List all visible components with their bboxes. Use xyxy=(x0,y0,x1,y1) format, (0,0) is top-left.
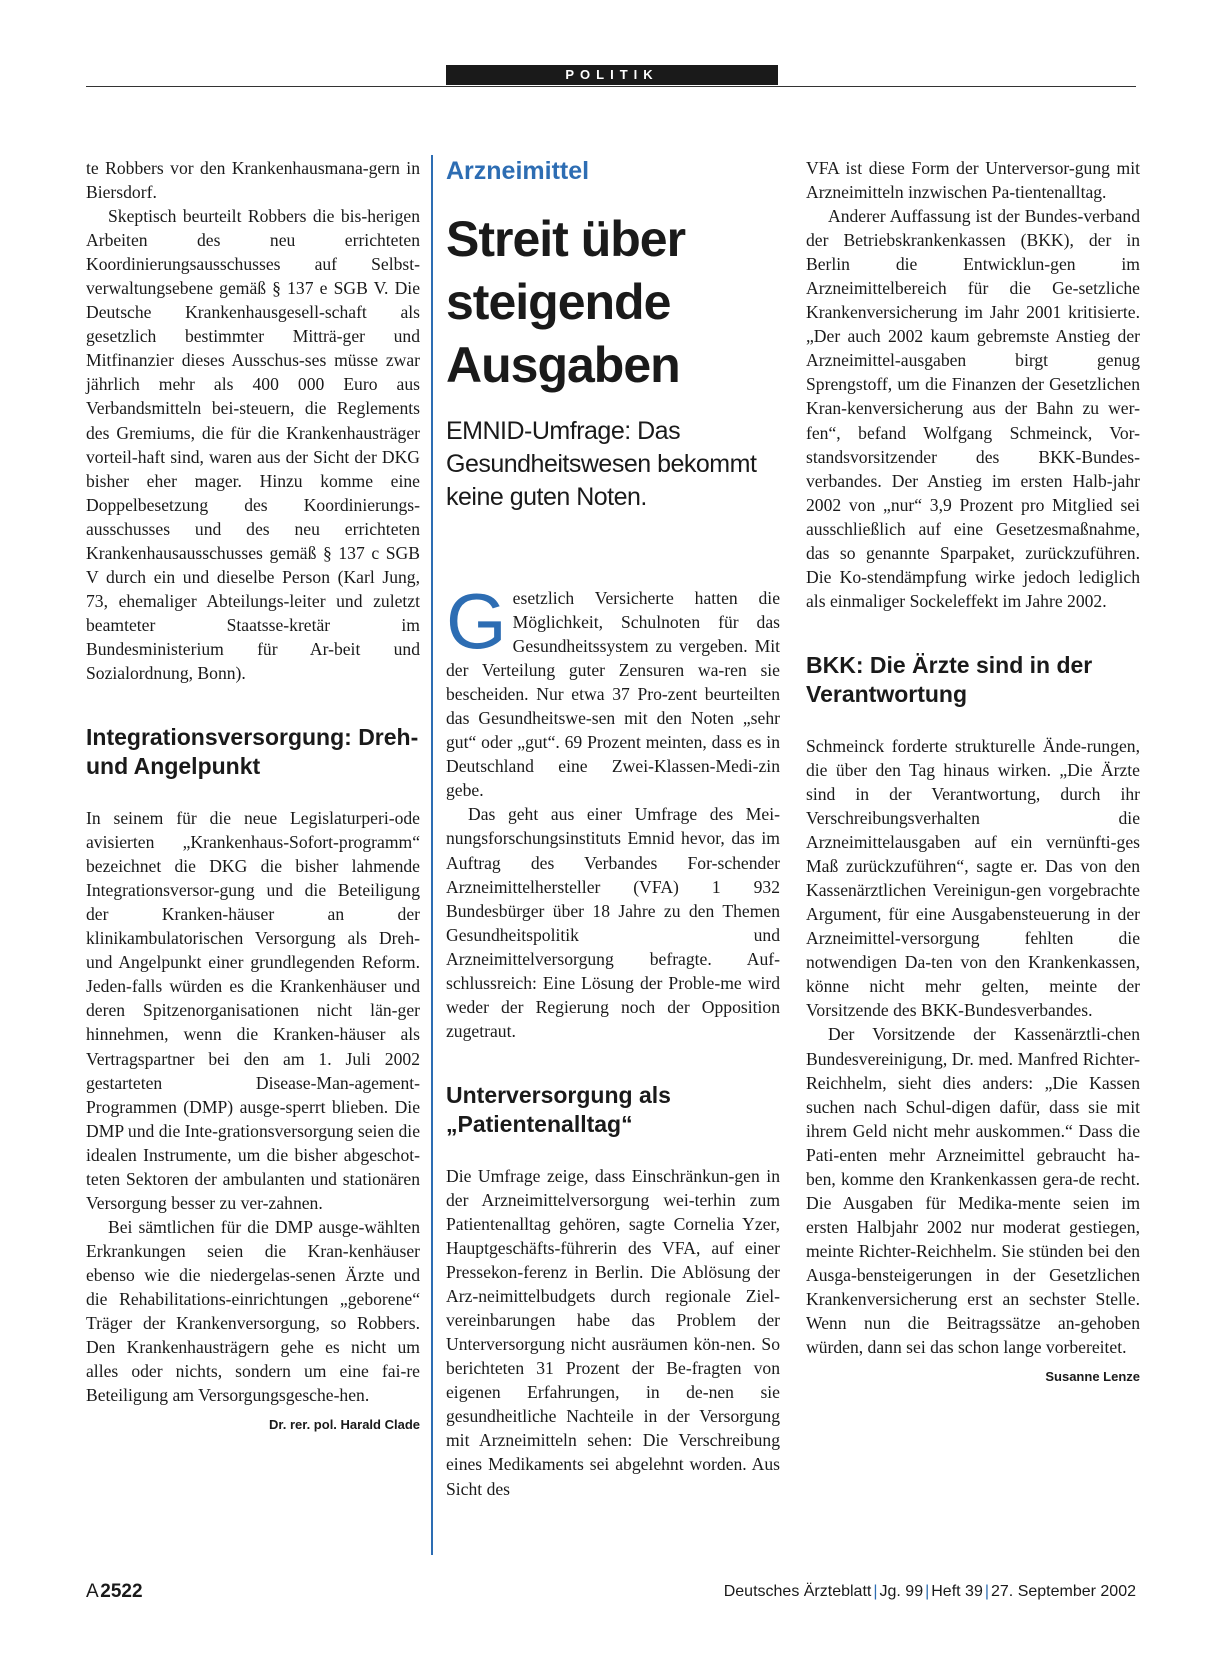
paragraph xyxy=(806,1022,1140,1385)
paragraph: In seinem für die neue Legislaturperi-ode avisierten „Krankenhaus-Sofort-programm“ bezeichnet die DKG die bisher lahmende Integrationsversor-gung und die Beteiligung der Kranken-häuser an der klinikambulatorischen Versorgung als Dreh- und Angelpunkt einer grundlegenden Reform. Jeden-falls würden es die Krankenhäuser und deren Spitzenorganisationen nicht län-ger hinnehmen, wenn die Kranken-häuser als Vertragspartner bei den am 1. Juli 2002 gestarteten Disease-Man-agement-Programmen (DMP) ausge-sperrt blieben. Die DMP und die Inte-grationsversorgung seien die idealen Instrumente, um die bisher abgeschot-teten Sektoren der ambulanten und stationären Versorgung besser zu ver-zahnen. xyxy=(86,808,420,1213)
column-2 xyxy=(446,156,780,1501)
page-prefix: A xyxy=(86,1581,99,1602)
column-divider xyxy=(431,155,433,1555)
paragraph: Skeptisch beurteilt Robbers die bis-herigen Arbeiten des neu errichteten Koordinierungsausschusses auf Selbst-verwaltungsebene gemäß § 137 e SGB V. Die Deutsche Krankenhausgesell-schaft als gesetzlich bestimmter Mitträ-ger und Mitfinanzier dieses Ausschus-ses müsse zwar jährlich mehr als 400 000 Euro aus Verbandsmitteln bei-steuern, die Reglements des Gremiums, die für die Krankenhausträger vorteil-haft sind, waren aus der Sicht der DKG bisher eher mager. Hinzu komme eine Doppelbesetzung des Koordinierungs-ausschusses und des neu errichteten Krankenhausausschusses gemäß § 137 c SGB V durch ein und dieselbe Person (Karl Jung, 73, ehemaliger Abteilungs-leiter und zuletzt beamteter Staatsse-kretär im Bundesministerium für Ar-beit und Sozialordnung, Bonn). xyxy=(86,206,420,683)
journal-info xyxy=(724,1583,1136,1601)
column-1 xyxy=(86,156,420,1437)
separator: | xyxy=(984,1583,989,1600)
journal-name: Deutsches Ärzteblatt xyxy=(723,1583,872,1600)
paragraph-text: esetzlich Versicherte hatten die Möglichkeit, Schulnoten für das Gesundheitssystem zu vergeben. Mit der Verteilung guter Zensuren wa-ren sie bescheiden. Nur etwa 37 Pro-zent beurteilten das Gesundheitswe-sen mit den Noten „sehr gut“ oder „gut“. 69 Prozent meinten, dass es in Deutschland eine Zwei-Klassen-Medi-zin gebe. xyxy=(446,588,780,801)
column-3 xyxy=(806,156,1140,1389)
section-label: POLITIK xyxy=(446,65,778,85)
article-dek: EMNID-Umfrage: Das Gesundheitswesen bekommt keine guten Noten. xyxy=(446,417,757,511)
lead-paragraph xyxy=(446,577,780,802)
separator: | xyxy=(925,1583,930,1600)
subheading: Unterversorgung als „Patientenalltag“ xyxy=(446,1081,671,1137)
paragraph: te Robbers vor den Krankenhausmana-gern in Biersdorf. xyxy=(86,158,420,203)
paragraph: Schmeinck forderte strukturelle Ände-rungen, die über den Tag hinaus wirken. „Die Ärzte sind in der Verantwortung, durch ihr Verschreibungsverhalten die Arzneimittelausgaben auf ein vernünfti-ges Maß zurückzuführen“, sagte er. Das von den Kassenärztlichen Vereinigun-gen vorgebrachte Argument, für eine Ausgabensteuerung in der Arzneimittel-versorgung fehlten die notwendigen Da-ten von den Krankenkassen, könne nicht mehr gelten, meinte der Vorsitzende des BKK-Bundesverbandes. xyxy=(806,735,1140,1021)
journal-volume: Jg. 99 xyxy=(879,1583,924,1600)
paragraph-text: Der Vorsitzende der Kassenärztli-chen Bundesvereinigung, Dr. med. Manfred Richter-Reichhelm, sieht dies anders: „Die Kassen suchen nach Schul-digen dafür, dass sie mit ihrem Geld nicht mehr auskommen.“ Dass die Pati-enten mehr Arzneimittel gebraucht ha-ben, komme den Krankenkassen gera-de recht. Die Ausgaben für Medika-mente seien im ersten Halbjahr 2002 nur moderat gestiegen, meinte Richter-Reichhelm. Sie stünden bei den Ausga-bensteigerungen in der Gesetzlichen Krankenversicherung erst an sechster Stelle. Wenn nun die Beitragssätze an-gehoben würden, dann sei das schon lange vorbereitet. xyxy=(806,1024,1140,1358)
paragraph: Anderer Auffassung ist der Bundes-verband der Betriebskrankenkassen (BKK), der in Berlin die Entwicklun-gen im Arzneimittelbereich für die Ge-setzliche Krankenversicherung im Jahr 2001 kritisierte. „Der auch 2002 kaum gebremste Anstieg der Arzneimittel-ausgaben birgt genug Sprengstoff, um die Finanzen der Gesetzlichen Kran-kenversicherung aus der Bahn zu wer-fen“, befand Wolfgang Schmeinck, Vor-standsvorsitzender des BKK-Bundes-verbandes. Der Anstieg im ersten Halb-jahr 2002 von „nur“ 3,9 Prozent pro Mitglied sei ausschließlich auf eine Gesetzesmaßnahme, das so genannte Sparpaket, zurückzuführen. Die Ko-stendämpfung wirke jedoch lediglich als einmaliger Sockeleffekt im Jahre 2002. xyxy=(806,206,1140,611)
page-number-value: 2522 xyxy=(100,1581,143,1602)
separator: | xyxy=(873,1583,878,1600)
subheading: BKK: Die Ärzte sind in der Verantwortung xyxy=(806,651,1093,707)
byline: Dr. rer. pol. Harald Clade xyxy=(269,1417,420,1433)
paragraph-text: Bei sämtlichen für die DMP ausge-wählten Erkrankungen seien die Kran-kenhäuser ebenso wie die niedergelas-senen Ärzte und die Rehabilitations-einrichtungen „geborene“ Träger der Krankenversorgung, so Robbers. Den Krankenhausträgern gehe es nicht um alles oder nichts, sondern um eine fai-re Beteiligung am Versorgungsgesche-hen. xyxy=(86,1216,420,1406)
journal-date: 27. September 2002 xyxy=(991,1583,1136,1600)
page-number xyxy=(86,1581,143,1603)
paragraph: Die Umfrage zeige, dass Einschränkun-gen in der Arzneimittelversorgung wei-terhin zum Patientenalltag gehören, sagte Cornelia Yzer, Hauptgeschäfts-führerin des VFA, auf einer Pressekon-ferenz in Berlin. Die Ablösung der Arz-neimittelbudgets durch regionale Ziel-vereinbarungen habe das Problem der Unterversorgung nicht ausräumen kön-nen. So berichteten 31 Prozent der Be-fragten von eigenen Erfahrungen, in de-nen sie gesundheitliche Nachteile in der Versorgung mit Arzneimitteln sehen: Die Verschreibung eines Medikaments sei abgelehnt worden. Aus Sicht des xyxy=(446,1165,780,1499)
paragraph: VFA ist diese Form der Unterversor-gung mit Arzneimitteln inzwischen Pa-tientenalltag. xyxy=(806,158,1140,203)
paragraph xyxy=(86,1215,420,1433)
drop-cap: G xyxy=(446,577,507,665)
paragraph: Das geht aus einer Umfrage des Mei-nungsforschungsinstituts Emnid hevor, das im Auftrag des Verbandes For-schender Arzneimittelhersteller (VFA) 1 932 Bundesbürger über 18 Jahre zu den Themen Gesundheitspolitik und Arzneimittelversorgung befragte. Auf-schlussreich: Eine Lösung der Proble-me wird weder der Regierung noch der Opposition zugetraut. xyxy=(446,804,780,1041)
byline: Susanne Lenze xyxy=(1045,1369,1140,1385)
article-headline: Streit über steigende Ausgaben xyxy=(446,211,686,393)
header-rule xyxy=(86,86,1136,87)
article-kicker: Arzneimittel xyxy=(446,157,590,185)
journal-issue: Heft 39 xyxy=(931,1583,983,1600)
subheading: Integrationsversorgung: Dreh- und Angelpunkt xyxy=(86,724,419,780)
